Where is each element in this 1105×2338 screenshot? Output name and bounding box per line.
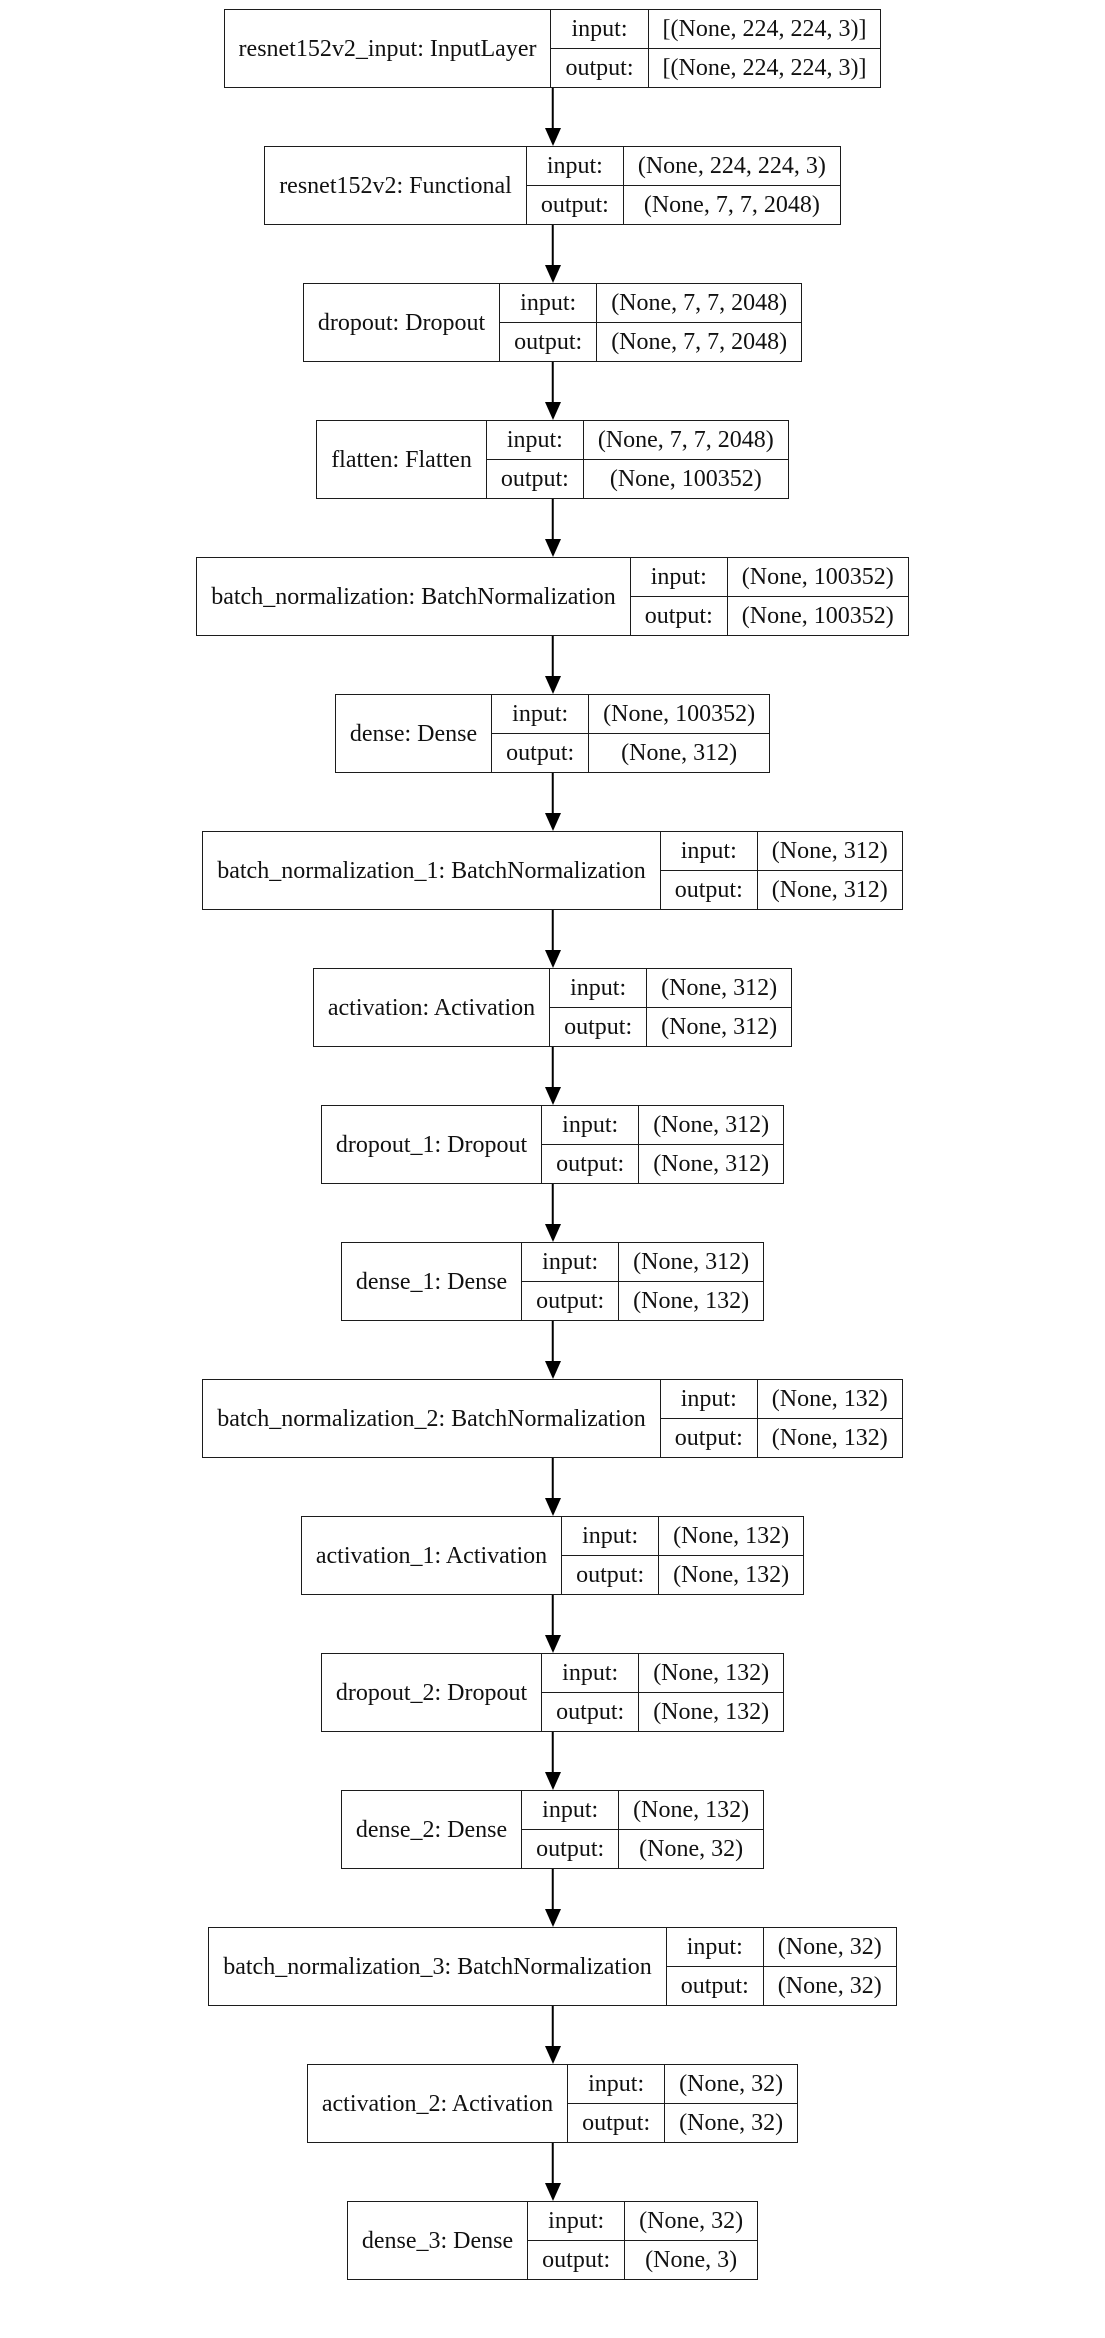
output-label: output: [492,733,588,772]
input-label: input: [520,290,577,316]
connector-arrow [542,773,564,831]
layer-node [301,1516,804,1595]
input-shape: (None, 224, 224, 3) [623,147,840,185]
connector-arrow [542,636,564,694]
input-label: input: [686,1934,743,1960]
output-shape: (None, 312) [646,1007,791,1046]
input-shape: (None, 312) [638,1106,783,1144]
connector-arrow [542,362,564,420]
output-label: output: [661,870,757,909]
connector-arrow [542,1458,564,1516]
layer-node [208,1927,897,2006]
input-shape: (None, 132) [757,1380,902,1418]
output-label: output: [568,2103,664,2142]
layer-name: dense_3: Dense [361,2227,514,2254]
connector-arrow [542,1047,564,1105]
layer-io-table [567,2065,797,2142]
input-shape: (None, 32) [763,1928,896,1966]
connector-arrow [542,1732,564,1790]
output-shape: (None, 3) [624,2240,757,2279]
output-label: output: [527,185,623,224]
layer-name: flatten: Flatten [331,446,472,473]
connector-arrow [542,1869,564,1927]
output-label: output: [631,596,727,635]
connector-arrow [542,499,564,557]
layer-node [202,1379,903,1458]
input-label: input: [680,838,737,864]
input-shape: (None, 7, 7, 2048) [583,421,788,459]
layer-name: batch_normalization_3: BatchNormalization [223,1953,652,1980]
connector-arrow [542,88,564,146]
connector-arrow [542,1184,564,1242]
layer-node [202,831,903,910]
layer-io-table [666,1928,896,2005]
layer-name: batch_normalization: BatchNormalization [211,583,616,610]
input-shape: (None, 100352) [727,558,908,596]
output-shape: (None, 132) [757,1418,902,1457]
output-label: output: [661,1418,757,1457]
layer-io-table [550,10,880,87]
input-label: input: [542,1249,599,1275]
input-label: input: [570,975,627,1001]
layer-node [224,9,882,88]
output-label: output: [487,459,583,498]
connector-arrow [542,910,564,968]
layer-name: resnet152v2_input: InputLayer [238,35,537,62]
output-shape: (None, 32) [618,1829,763,1868]
input-label: input: [588,2071,645,2097]
layer-node [307,2064,798,2143]
layer-io-table [549,969,791,1046]
layer-io-table [541,1654,783,1731]
layer-io-table [660,832,902,909]
connector-arrow [542,1321,564,1379]
layer-io-table [630,558,908,635]
layer-node [313,968,792,1047]
output-label: output: [562,1555,658,1594]
layer-node [321,1105,784,1184]
output-shape: [(None, 224, 224, 3)] [648,48,881,87]
layer-name: activation_2: Activation [321,2090,554,2117]
output-label: output: [542,1144,638,1183]
connector-arrow [542,2143,564,2201]
output-label: output: [528,2240,624,2279]
output-label: output: [500,322,596,361]
layer-name: activation_1: Activation [315,1542,548,1569]
output-shape: (None, 132) [658,1555,803,1594]
layer-name: resnet152v2: Functional [279,172,512,199]
output-label: output: [667,1966,763,2005]
layer-name: batch_normalization_2: BatchNormalization [217,1405,646,1432]
layer-name: dense_2: Dense [355,1816,508,1843]
input-label: input: [546,153,603,179]
output-shape: (None, 32) [763,1966,896,2005]
layer-node [196,557,909,636]
layer-node [321,1653,784,1732]
layer-io-table [561,1517,803,1594]
layer-io-table [526,147,840,224]
layer-io-table [541,1106,783,1183]
input-shape: (None, 312) [757,832,902,870]
input-shape: (None, 132) [618,1791,763,1829]
input-label: input: [512,701,569,727]
layer-name: dense_1: Dense [355,1268,508,1295]
input-label: input: [548,2208,605,2234]
input-label: input: [582,1523,639,1549]
layer-name: dropout_1: Dropout [335,1131,528,1158]
input-shape: (None, 132) [638,1654,783,1692]
layer-io-table [499,284,801,361]
layer-name: activation: Activation [327,994,536,1021]
layer-io-table [660,1380,902,1457]
layer-name: dropout: Dropout [317,309,486,336]
input-shape: (None, 32) [664,2065,797,2103]
output-shape: (None, 100352) [583,459,788,498]
input-label: input: [650,564,707,590]
layer-node [335,694,770,773]
output-label: output: [522,1829,618,1868]
input-shape: (None, 132) [658,1517,803,1555]
output-label: output: [522,1281,618,1320]
input-shape: (None, 100352) [588,695,769,733]
input-label: input: [571,16,628,42]
layer-name: dense: Dense [349,720,478,747]
input-label: input: [680,1386,737,1412]
layer-name: dropout_2: Dropout [335,1679,528,1706]
layer-node [303,283,802,362]
layer-io-table [491,695,769,772]
input-shape: (None, 312) [646,969,791,1007]
output-label: output: [551,48,647,87]
input-label: input: [542,1797,599,1823]
input-label: input: [506,427,563,453]
input-shape: [(None, 224, 224, 3)] [648,10,881,48]
input-shape: (None, 7, 7, 2048) [596,284,801,322]
layer-io-table [527,2202,757,2279]
connector-arrow [542,2006,564,2064]
input-label: input: [562,1660,619,1686]
output-shape: (None, 7, 7, 2048) [596,322,801,361]
layer-io-table [521,1243,763,1320]
output-shape: (None, 312) [588,733,769,772]
connector-arrow [542,225,564,283]
input-shape: (None, 312) [618,1243,763,1281]
layer-io-table [486,421,788,498]
output-shape: (None, 32) [664,2103,797,2142]
output-shape: (None, 312) [638,1144,783,1183]
output-label: output: [542,1692,638,1731]
layer-node [341,1242,764,1321]
output-shape: (None, 7, 7, 2048) [623,185,840,224]
layer-node [264,146,841,225]
input-shape: (None, 32) [624,2202,757,2240]
input-label: input: [562,1112,619,1138]
connector-arrow [542,1595,564,1653]
output-label: output: [550,1007,646,1046]
layer-node [316,420,789,499]
layer-node [347,2201,758,2280]
output-shape: (None, 132) [618,1281,763,1320]
output-shape: (None, 100352) [727,596,908,635]
layer-name: batch_normalization_1: BatchNormalization [217,857,646,884]
layer-node [341,1790,764,1869]
output-shape: (None, 312) [757,870,902,909]
layer-io-table [521,1791,763,1868]
output-shape: (None, 132) [638,1692,783,1731]
